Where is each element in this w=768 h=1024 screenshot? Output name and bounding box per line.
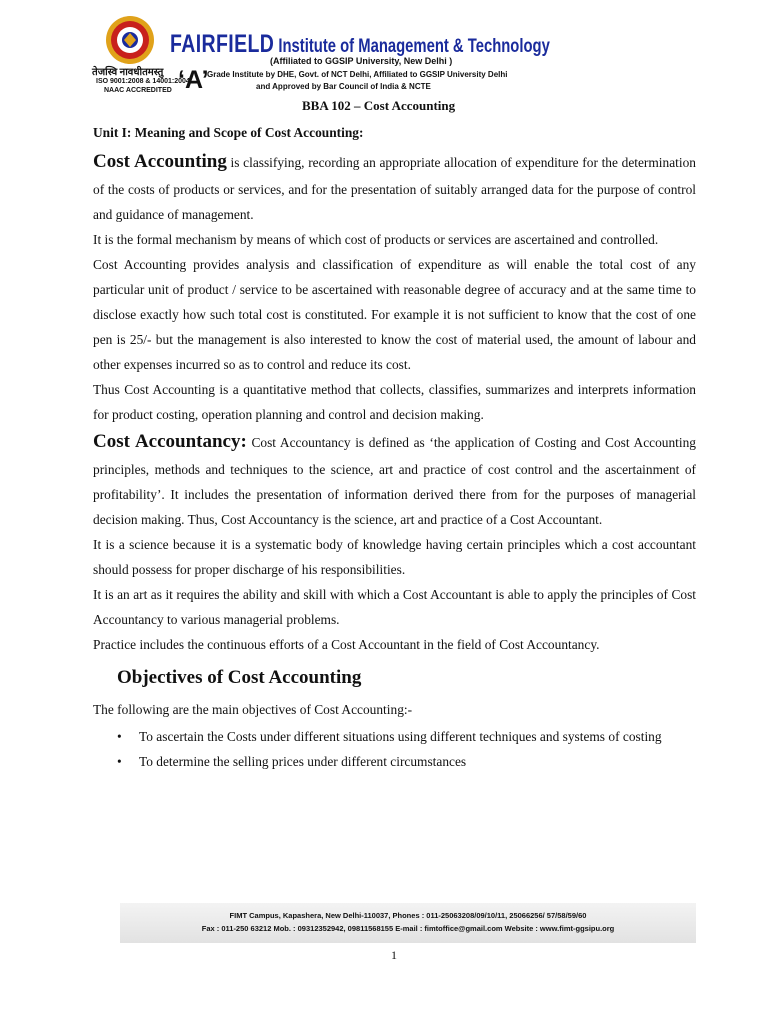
footer-banner — [120, 903, 696, 943]
paragraph-6: It is a science because it is a systematic body of knowledge having certain principles which a cost accountant should possess for proper discharge of his responsibilities. — [93, 537, 696, 577]
document-body — [93, 120, 696, 774]
paragraph-cost-accountancy — [93, 427, 696, 532]
paragraph-3: Cost Accounting provides analysis and classification of expenditure as will enable the total cost of any particular unit of product / service to be ascertained with reasonable degree of accuracy and at the same time to disclose exactly how such total cost is constituted. For example it is not sufficient to know that the cost of one pen is 25/- but the management is also interested to know the cost of material used, the amount of labour and other expenses incurred so as to control and reduce its cost. — [93, 257, 696, 372]
paragraph-1-text: is classifying, recording an appropriate allocation of expenditure for the determination of the costs of products or services, and for the presentation of suitably arranged data for the purpose of control and guidance of management. — [93, 155, 696, 222]
course-title: BBA 102 – Cost Accounting — [302, 98, 456, 113]
paragraph-8: Practice includes the continuous efforts of a Cost Accountant in the field of Cost Accountancy. — [93, 637, 600, 652]
hindi-motto: तेजस्वि नावधीतमस्तु — [92, 67, 164, 78]
institute-brand: FAIRFIELD — [170, 30, 275, 58]
naac-accreditation: NAAC ACCREDITED — [104, 87, 172, 94]
term-cost-accounting: Cost Accounting — [93, 151, 227, 172]
footer-contact: Fax : 011-250 63212 Mob. : 09312352942, 09811568155 E-mail : fimtoffice@gmail.com Website : www.fimt-ggsipu.org — [201, 924, 615, 933]
paragraph-2: It is the formal mechanism by means of which cost of products or services are ascertained and controlled. — [93, 232, 659, 247]
objectives-intro: The following are the main objectives of Cost Accounting:- — [93, 702, 413, 717]
list-item: • To ascertain the Costs under different situations using different techniques and systems of costing — [139, 724, 696, 749]
iso-certification: ISO 9001:2008 & 14001:2004 — [96, 78, 190, 85]
paragraph-4: Thus Cost Accounting is a quantitative method that collects, classifies, summarizes and interprets information for product costing, operation planning and control and decision making. — [93, 382, 696, 422]
paragraph-cost-accounting — [93, 147, 696, 227]
paragraph-7: It is an art as it requires the ability and skill with which a Cost Accountant is able to apply the principles of Cost Accountancy to various managerial problems. — [93, 587, 696, 627]
objectives-list — [93, 724, 696, 774]
paragraph-5-text: Cost Accountancy is defined as ‘the application of Costing and Cost Accounting principles, methods and techniques to the science, art and practice of cost control and the ascertainment of profitability’. It includes the presentation of information derived there from for the purposes of managerial decision making. Thus, Cost Accountancy is the science, art and practice of a Cost Accountant. — [93, 435, 696, 527]
bullet-icon: • — [117, 754, 122, 769]
objectives-heading: Objectives of Cost Accounting — [117, 667, 362, 688]
grade-letter: ‘A’ — [178, 66, 209, 94]
grade-line-1: Grade Institute by DHE, Govt. of NCT Delhi, Affiliated to GGSIP University Delhi — [207, 70, 508, 79]
unit-title: Unit I: Meaning and Scope of Cost Accounting: — [93, 125, 364, 140]
institute-name-rest: Institute of Management & Technology — [274, 36, 550, 57]
footer-address: FIMT Campus, Kapashera, New Delhi-110037, Phones : 011-25063208/09/10/11, 25066256/ 57/58/59/60 — [229, 911, 587, 920]
grade-line-2: and Approved by Bar Council of India & NCTE — [256, 82, 431, 91]
page-number: 1 — [391, 948, 397, 962]
institute-seal-logo — [104, 14, 156, 66]
institute-name — [170, 30, 550, 59]
term-cost-accountancy: Cost Accountancy: — [93, 431, 247, 452]
affiliation-line: (Affiliated to GGSIP University, New Delhi ) — [270, 56, 453, 66]
bullet-icon: • — [117, 729, 122, 744]
list-item: • To determine the selling prices under different circumstances — [139, 749, 696, 774]
